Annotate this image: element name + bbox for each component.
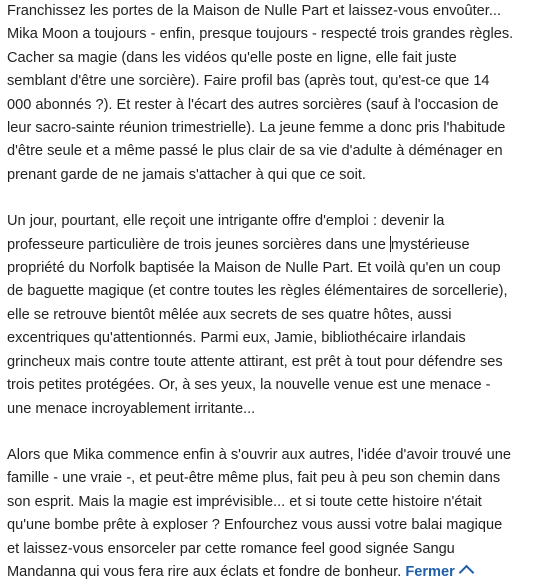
close-link-label: Fermer — [405, 563, 455, 580]
text-line: de baguette magique (et contre toutes les règles élémentaires de sorcellerie), — [7, 283, 508, 300]
chevron-up-icon — [459, 565, 475, 581]
text-line: Un jour, pourtant, elle reçoit une intrigante offre d'emploi : devenir la — [7, 213, 445, 230]
text-line: et laissez-vous ensorceler par cette romance feel good signée Sangu — [7, 540, 455, 557]
text-line — [7, 234, 527, 257]
text-line: d'être seule et a même passé le plus clair de sa vie d'adulte à déménager en — [7, 143, 503, 160]
text-line: elle se retrouve bientôt mêlée aux secrets de ses quatre hôtes, aussi — [7, 306, 452, 323]
text-line: prenant garde de ne jamais s'attacher à qui que ce soit. — [7, 166, 366, 183]
text-line: Alors que Mika commence enfin à s'ouvrir aux autres, l'idée d'avoir trouvé une — [7, 446, 511, 463]
description-paragraph-2 — [7, 210, 527, 421]
text-line: trois petites protégées. Or, à ses yeux, la nouvelle venue est une menace - — [7, 377, 491, 394]
text-line: famille - une vraie -, et peut-être même plus, fait peu à peu son chemin dans — [7, 470, 501, 487]
text-line: Cacher sa magie (dans les vidéos qu'elle poste en ligne, elle fait juste — [7, 49, 457, 66]
text-line: qu'une bombe prête à exploser ? Enfourchez vous aussi votre balai magique — [7, 517, 503, 534]
text-line: une menace incroyablement irritante... — [7, 400, 256, 417]
text-line: excentriques qu'attentionnés. Parmi eux, Jamie, bibliothécaire irlandais — [7, 330, 466, 347]
text-line — [7, 561, 527, 584]
description-paragraph-3 — [7, 444, 527, 584]
text-segment: professeure particulière de trois jeunes sorcières dans une — [7, 236, 390, 253]
text-line: 000 abonnés ?). Et rester à l'écart des autres sorcières (sauf à l'occasion de — [7, 96, 499, 113]
text-line: leur sacro-sainte réunion trimestrielle). La jeune femme a donc pris l'habitude — [7, 120, 506, 137]
text-segment: mystérieuse — [390, 236, 470, 253]
text-line: semblant d'être une sorcière). Faire profil bas (après tout, qu'est-ce que 14 — [7, 73, 490, 90]
description-paragraph-1 — [7, 0, 527, 187]
text-line: propriété du Norfolk baptisée la Maison de Nulle Part. Et voilà qu'en un coup — [7, 260, 501, 277]
text-line: grincheux mais contre toute attente attirant, est prêt à tout pour défendre ses — [7, 353, 503, 370]
text-line: Mika Moon a toujours - enfin, presque toujours - respecté trois grandes règles. — [7, 26, 514, 43]
book-description — [7, 0, 527, 584]
text-segment: Mandanna qui vous fera rire aux éclats et fondre de bonheur. — [7, 563, 406, 580]
text-line: son esprit. Mais la magie est imprévisible... et si toute cette histoire n'était — [7, 493, 482, 510]
close-description-link[interactable] — [405, 564, 471, 580]
text-line: Franchissez les portes de la Maison de Nulle Part et laissez-vous envoûter... — [7, 3, 501, 19]
